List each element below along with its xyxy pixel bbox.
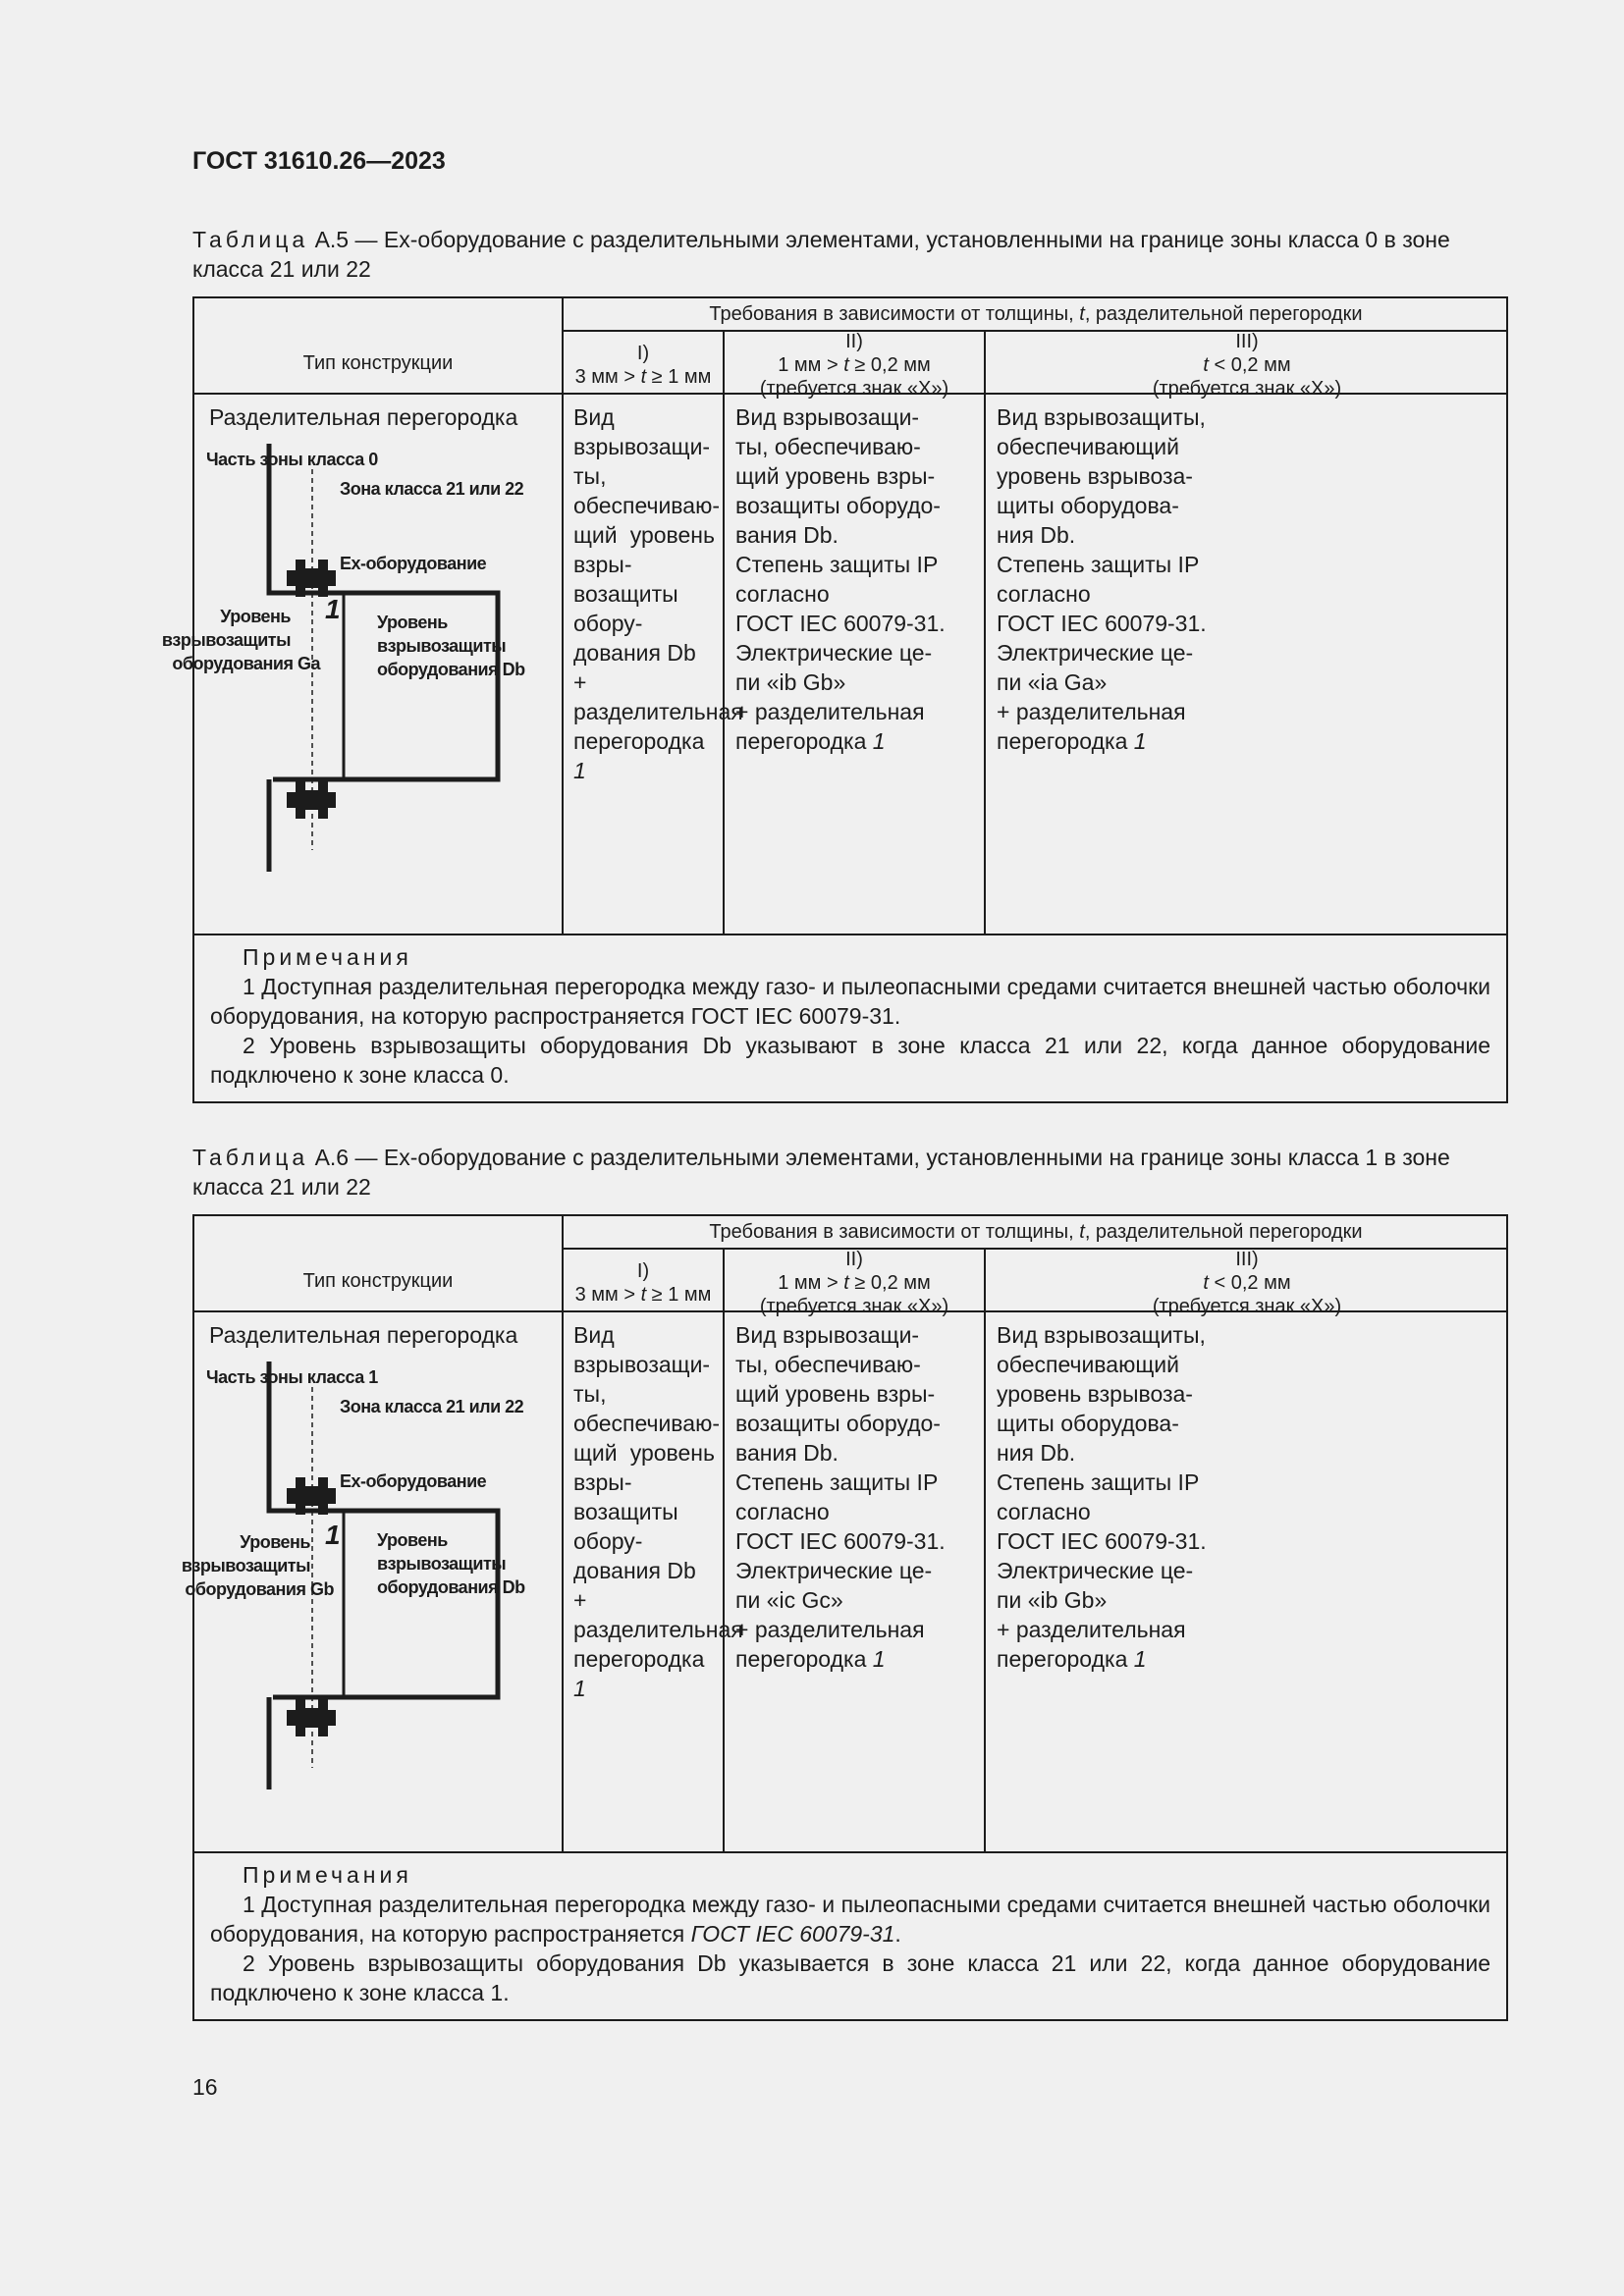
document-header: ГОСТ 31610.26—2023 [192, 147, 446, 175]
requirement-line: Электрические це- [735, 640, 933, 666]
notes-title: Примечания [243, 1862, 412, 1888]
requirement-line: Степень защиты IP [735, 552, 939, 577]
partition-diagram [161, 436, 560, 878]
note-1: 1 Доступная разделительная перегородка между газо- и пылеопасными средами считается внешней частью оболочки оборудования, на которую распространяется ГОСТ IEC 60079-31. [210, 974, 1490, 1029]
note-1: 1 Доступная разделительная перегородка между газо- и пылеопасными средами считается внешней частью оболочки оборудования, на которую распространяется ГОСТ IEC 60079-31. [210, 1892, 1490, 1947]
requirement-line: Вид взрывозащиты, [997, 404, 1206, 430]
diagram-label-zone-left: Часть зоны класса 0 [206, 450, 378, 469]
requirement-line: Вид взрывозащи- [735, 404, 920, 430]
note-2: 2 Уровень взрывозащиты оборудования Db указывают в зоне класса 21 или 22, когда данное оборудование подключено к зоне класса 0. [210, 1033, 1490, 1088]
subheader-1: I) 3 мм > t ≥ 1 мм [574, 343, 712, 388]
requirement-line: щиты оборудова- [997, 493, 1179, 518]
table-caption-2 [192, 1143, 1508, 1201]
requirement-line: согласно [997, 581, 1091, 607]
requirement-line: обеспечивающий [997, 1352, 1179, 1377]
note-2: 2 Уровень взрывозащиты оборудования Db указывается в зоне класса 21 или 22, когда данное оборудование подключено к зоне класса 1. [210, 1950, 1490, 2005]
requirement-line: вания Db. [735, 1440, 839, 1466]
diagram-label-level-left-2: взрывозащиты [181, 1556, 310, 1575]
diagram-label-zone-right: Зона класса 21 или 22 [340, 1397, 524, 1416]
diagram-label-zone-right: Зона класса 21 или 22 [340, 479, 524, 499]
requirement-line: щий уровень взры- [735, 1381, 936, 1407]
requirement-line: Электрические це- [735, 1558, 933, 1583]
page-number: 16 [192, 2074, 218, 2100]
diagram-label-marker: 1 [325, 594, 341, 624]
requirement-line: Электрические це- [997, 1558, 1194, 1583]
subheader-2: II) 1 мм > t ≥ 0,2 мм (требуется знак «Х») [759, 331, 949, 400]
table-1 [161, 296, 1508, 1103]
column-header-requirements: Требования в зависимости от толщины, t, разделительной перегородки [709, 1221, 1363, 1243]
requirement-col-3 [997, 402, 1224, 756]
lower-flange-icon [287, 781, 336, 819]
table-notes [210, 1860, 1490, 2007]
diagram-label-level-right-2: взрывозащиты [377, 1554, 507, 1574]
requirement-line: перегородка 1 [573, 1646, 705, 1701]
requirement-line: Электрические це- [997, 640, 1194, 666]
requirement-line: пи «ib Gb» [735, 669, 846, 695]
diagram-label-level-right-1: Уровень [377, 613, 448, 632]
requirement-col-1 [573, 1320, 743, 1703]
requirement-line: щий уровень взры- [573, 1440, 715, 1495]
requirement-line: возащиты обору- [573, 1499, 678, 1554]
requirement-line: ГОСТ IEC 60079-31. [997, 1528, 1207, 1554]
requirement-line: обеспечивающий [997, 434, 1179, 459]
diagram-label-level-left-1: Уровень [240, 1532, 310, 1552]
requirement-line: согласно [735, 1499, 830, 1524]
diagram-label-level-left-2: взрывозащиты [161, 630, 291, 650]
requirement-line: Вид взрывозащи- [735, 1322, 920, 1348]
requirement-line: Степень защиты IP [735, 1469, 939, 1495]
diagram-label-equipment: Ex-оборудование [340, 1471, 487, 1491]
row-title: Разделительная перегородка [209, 1322, 518, 1348]
requirement-line: дования Db [573, 1558, 696, 1583]
subheader-1: I) 3 мм > t ≥ 1 мм [574, 1260, 712, 1306]
caption-text: А.6 — Ex-оборудование с разделительными элементами, установленными на границе зоны класса 1 в зоне класса 21 или 22 [192, 1145, 1450, 1200]
requirement-line: перегородка 1 [997, 1646, 1147, 1672]
requirement-line: ты, обеспечиваю- [573, 1381, 720, 1436]
diagram-label-zone-left: Часть зоны класса 1 [206, 1367, 378, 1387]
requirement-line: щий уровень взры- [573, 522, 715, 577]
requirement-line: ты, обеспечиваю- [573, 463, 720, 518]
column-header-requirements: Требования в зависимости от толщины, t, разделительной перегородки [709, 303, 1363, 325]
requirement-col-2 [735, 402, 970, 756]
requirement-line: ния Db. [997, 522, 1076, 548]
column-header-type: Тип конструкции [302, 352, 454, 374]
requirement-line: согласно [735, 581, 830, 607]
requirement-line: + разделительная [735, 1617, 925, 1642]
requirement-line: ты, обеспечиваю- [735, 434, 921, 459]
requirement-line: Вид взрывозащи- [573, 404, 711, 459]
requirement-line: вания Db. [735, 522, 839, 548]
table-2 [181, 1214, 1508, 2021]
requirement-line: ГОСТ IEC 60079-31. [735, 1528, 946, 1554]
requirement-line: + разделительная [997, 1617, 1186, 1642]
requirement-line: возащиты оборудо- [735, 493, 941, 518]
caption-text: А.5 — Ex-оборудование с разделительными элементами, установленными на границе зоны класса 0 в зоне класса 21 или 22 [192, 227, 1450, 282]
requirement-line: пи «ib Gb» [997, 1587, 1108, 1613]
requirement-line: перегородка 1 [735, 728, 886, 754]
diagram-label-level-right-1: Уровень [377, 1530, 448, 1550]
diagram-label-level-right-2: взрывозащиты [377, 636, 507, 656]
requirement-line: + разделительная [573, 1587, 743, 1642]
diagram-label-level-left-3: оборудования Ga [172, 654, 320, 673]
requirement-line: щий уровень взры- [735, 463, 936, 489]
table-notes [210, 942, 1490, 1090]
requirement-line: перегородка 1 [573, 728, 705, 783]
requirement-line: уровень взрывоза- [997, 463, 1193, 489]
requirement-line: ГОСТ IEC 60079-31. [735, 611, 946, 636]
requirement-col-2 [735, 1320, 970, 1674]
diagram-label-level-right-3: оборудования Db [377, 660, 525, 679]
caption-prefix: Таблица [192, 1145, 309, 1170]
requirement-line: Степень защиты IP [997, 1469, 1200, 1495]
requirement-line: Вид взрывозащиты, [997, 1322, 1206, 1348]
requirement-line: согласно [997, 1499, 1091, 1524]
subheader-3: III) t < 0,2 мм (требуется знак «Х») [1152, 1249, 1342, 1317]
subheader-2: II) 1 мм > t ≥ 0,2 мм (требуется знак «Х») [759, 1249, 949, 1317]
requirement-line: Степень защиты IP [997, 552, 1200, 577]
requirement-line: щиты оборудова- [997, 1411, 1179, 1436]
requirement-line: уровень взрывоза- [997, 1381, 1193, 1407]
diagram-label-level-left-3: оборудования Gb [185, 1579, 334, 1599]
requirement-line: ты, обеспечиваю- [735, 1352, 921, 1377]
column-header-type: Тип конструкции [302, 1270, 454, 1292]
requirement-line: перегородка 1 [735, 1646, 886, 1672]
requirement-line: + разделительная [997, 699, 1186, 724]
requirement-line: перегородка 1 [997, 728, 1147, 754]
requirement-line: пи «ic Gc» [735, 1587, 843, 1613]
requirement-line: ния Db. [997, 1440, 1076, 1466]
requirement-line: возащиты оборудо- [735, 1411, 941, 1436]
requirement-col-1 [573, 402, 743, 785]
diagram-label-level-right-3: оборудования Db [377, 1577, 525, 1597]
diagram-label-level-left-1: Уровень [220, 607, 291, 626]
requirement-line: пи «ia Ga» [997, 669, 1108, 695]
lower-flange-icon [287, 1699, 336, 1736]
caption-prefix: Таблица [192, 227, 309, 252]
requirement-line: ГОСТ IEC 60079-31. [997, 611, 1207, 636]
row-title: Разделительная перегородка [209, 404, 518, 430]
subheader-3: III) t < 0,2 мм (требуется знак «Х») [1152, 331, 1342, 400]
requirement-line: Вид взрывозащи- [573, 1322, 711, 1377]
notes-title: Примечания [243, 944, 412, 970]
requirement-line: дования Db [573, 640, 696, 666]
requirement-line: + разделительная [735, 699, 925, 724]
partition-diagram [181, 1354, 560, 1795]
table-caption-1 [192, 225, 1508, 284]
requirement-line: + разделительная [573, 669, 743, 724]
diagram-label-marker: 1 [325, 1520, 341, 1550]
requirement-col-3 [997, 1320, 1224, 1674]
diagram-label-equipment: Ex-оборудование [340, 554, 487, 573]
requirement-line: возащиты обору- [573, 581, 678, 636]
